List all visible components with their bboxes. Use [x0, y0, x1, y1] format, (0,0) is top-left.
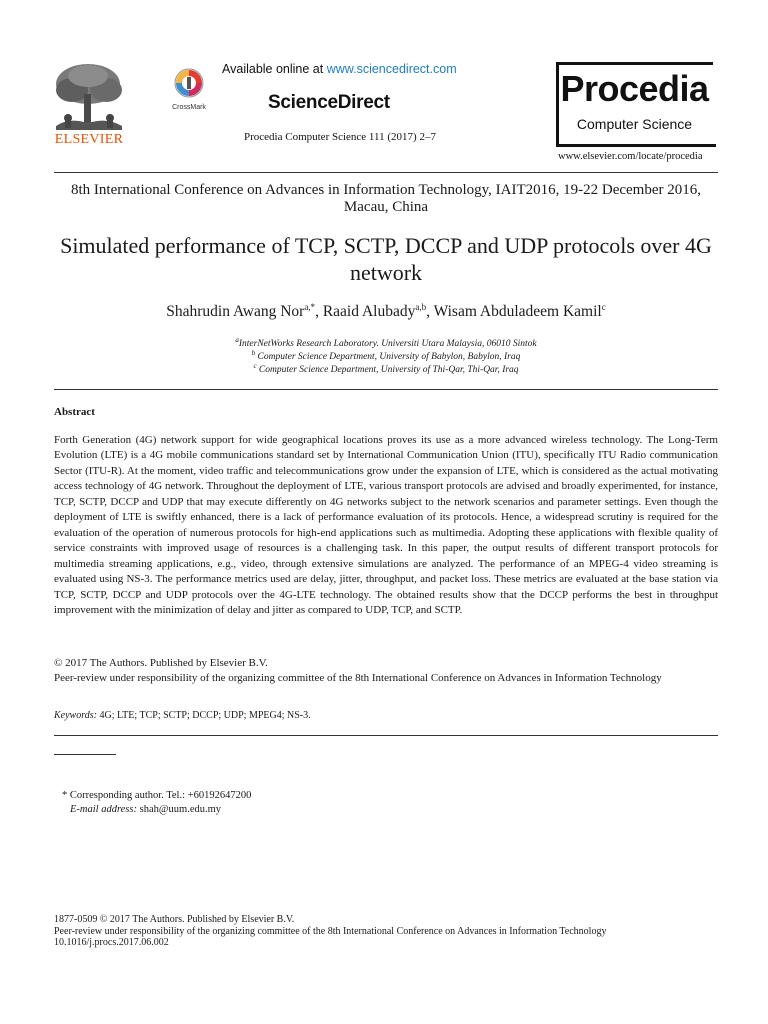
crossmark-badge[interactable] — [168, 68, 210, 118]
footer-peer-review: Peer-review under responsibility of the organizing committee of the 8th International Conference on Advances in Information Technology — [54, 925, 607, 937]
copyright-line: © 2017 The Authors. Published by Elsevier B.V. — [54, 657, 268, 669]
author-list — [54, 302, 718, 321]
header-divider — [54, 172, 718, 173]
affiliation-text: Computer Science Department, University of Thi-Qar, Thi-Qar, Iraq — [256, 365, 519, 376]
email-label: E-mail address: — [70, 804, 137, 815]
affiliation-mark: b — [251, 349, 256, 357]
procedia-logo-subtitle: Computer Science — [576, 116, 693, 132]
corresponding-author-note: * Corresponding author. Tel.: +60192647200 — [62, 790, 252, 801]
sciencedirect-brand: ScienceDirect — [268, 92, 390, 113]
author-affil-mark: a,b — [415, 302, 427, 312]
footnote-rule — [54, 754, 116, 755]
affiliation-mark: c — [253, 362, 257, 370]
crossmark-icon — [174, 68, 204, 98]
journal-url[interactable]: www.elsevier.com/locate/procedia — [558, 151, 703, 162]
affiliation-text: Computer Science Department, University of Babylon, Babylon, Iraq — [255, 352, 521, 363]
paper-title: Simulated performance of TCP, SCTP, DCCP and UDP protocols over 4G network — [60, 233, 712, 285]
affiliation-b — [54, 349, 718, 362]
author-affil-mark: a,* — [304, 302, 316, 312]
email-note — [70, 803, 221, 817]
keywords-line — [54, 710, 718, 721]
keywords-label: Keywords: — [54, 710, 97, 721]
abstract-bottom-rule — [54, 735, 718, 736]
conference-line: 8th International Conference on Advances in Information Technology, IAIT2016, 19-22 December 2016, Macau, China — [70, 182, 701, 215]
author-name: Raaid Alubady — [322, 303, 416, 321]
crossmark-label: CrossMark — [172, 104, 206, 111]
abstract-heading: Abstract — [54, 406, 95, 418]
availability-line — [222, 62, 457, 76]
author-affil-mark: c — [601, 302, 606, 312]
affiliation-text: InterNetWorks Research Laboratory. Universiti Utara Malaysia, 06010 Sintok — [238, 339, 537, 350]
affiliation-mark: a — [235, 336, 239, 344]
available-prefix: Available online at — [222, 62, 327, 76]
peer-review-line: Peer-review under responsibility of the organizing committee of the 8th International Conference on Advances in Information Technology — [54, 672, 662, 684]
issn-line: 1877-0509 © 2017 The Authors. Published by Elsevier B.V. — [54, 914, 295, 925]
abstract-top-rule — [54, 389, 718, 390]
affiliation-a — [54, 336, 718, 349]
sciencedirect-link[interactable]: www.sciencedirect.com — [326, 62, 457, 76]
abstract-text: Forth Generation (4G) network support for wide geographical locations proves its use as a more advanced wireless technology. The Long-Term Evolution (LTE) is a 4G mobile communications standard set by International Communication Union (ITU), specifically ITU Radio communication Sector (ITU-R). At the moment, video traffic and telecommunications grow under the expansion of LTE, which is considered as the actual motivating access technology of 4G network. Throughout the deployment of LTE, various transport protocols are advised and broadly experimented, for instance, TCP, SCTP, DCCP and UDP that may execute differently on 4G networks subject to the network scenarios and parameter settings. Even though the deployment of LTE is swiftly enhanced, there is a lack of performance evaluation of its protocols. Hence, a widespread scrutiny is required for the evaluation of the operation of numerous protocols for high-end applications such as multimedia. Adopting these applications with flexible quality of service constraints with improved usage of resources is a challenging task. In this paper, the output results of different transport protocols for multimedia streaming applications, e.g., video, through extensive simulations are analyzed. The performance of an MPEG-4 video streaming is evaluated using NS-3. The performance metrics used are delay, jitter, throughput, and packet loss. These metrics are evaluated at the base station via TCP, SCTP, DCCP and UDP protocols over the 4G-LTE technology. The obtained results show that the DCCP performs the best in throughput improvement with the minimization of delay and jitter as compared to UDP, TCP, and SCTP. — [54, 434, 718, 616]
affiliation-c — [54, 362, 718, 375]
author-separator: , — [315, 303, 323, 321]
journal-citation: Procedia Computer Science 111 (2017) 2–7 — [244, 131, 436, 143]
author-name: Wisam Abduladeem Kamil — [433, 303, 602, 321]
copyright-notice — [54, 656, 718, 686]
author-separator: , — [426, 303, 434, 321]
keywords-list: 4G; LTE; TCP; SCTP; DCCP; UDP; MPEG4; NS-3. — [96, 710, 311, 721]
author-name: Shahrudin Awang Nor — [166, 303, 305, 321]
email-address[interactable]: shah@uum.edu.my — [136, 804, 222, 815]
page-footer — [54, 914, 718, 949]
elsevier-wordmark: ELSEVIER — [54, 132, 124, 147]
procedia-logo-title: Procedia — [560, 68, 709, 109]
doi-line[interactable]: 10.1016/j.procs.2017.06.002 — [54, 937, 169, 949]
